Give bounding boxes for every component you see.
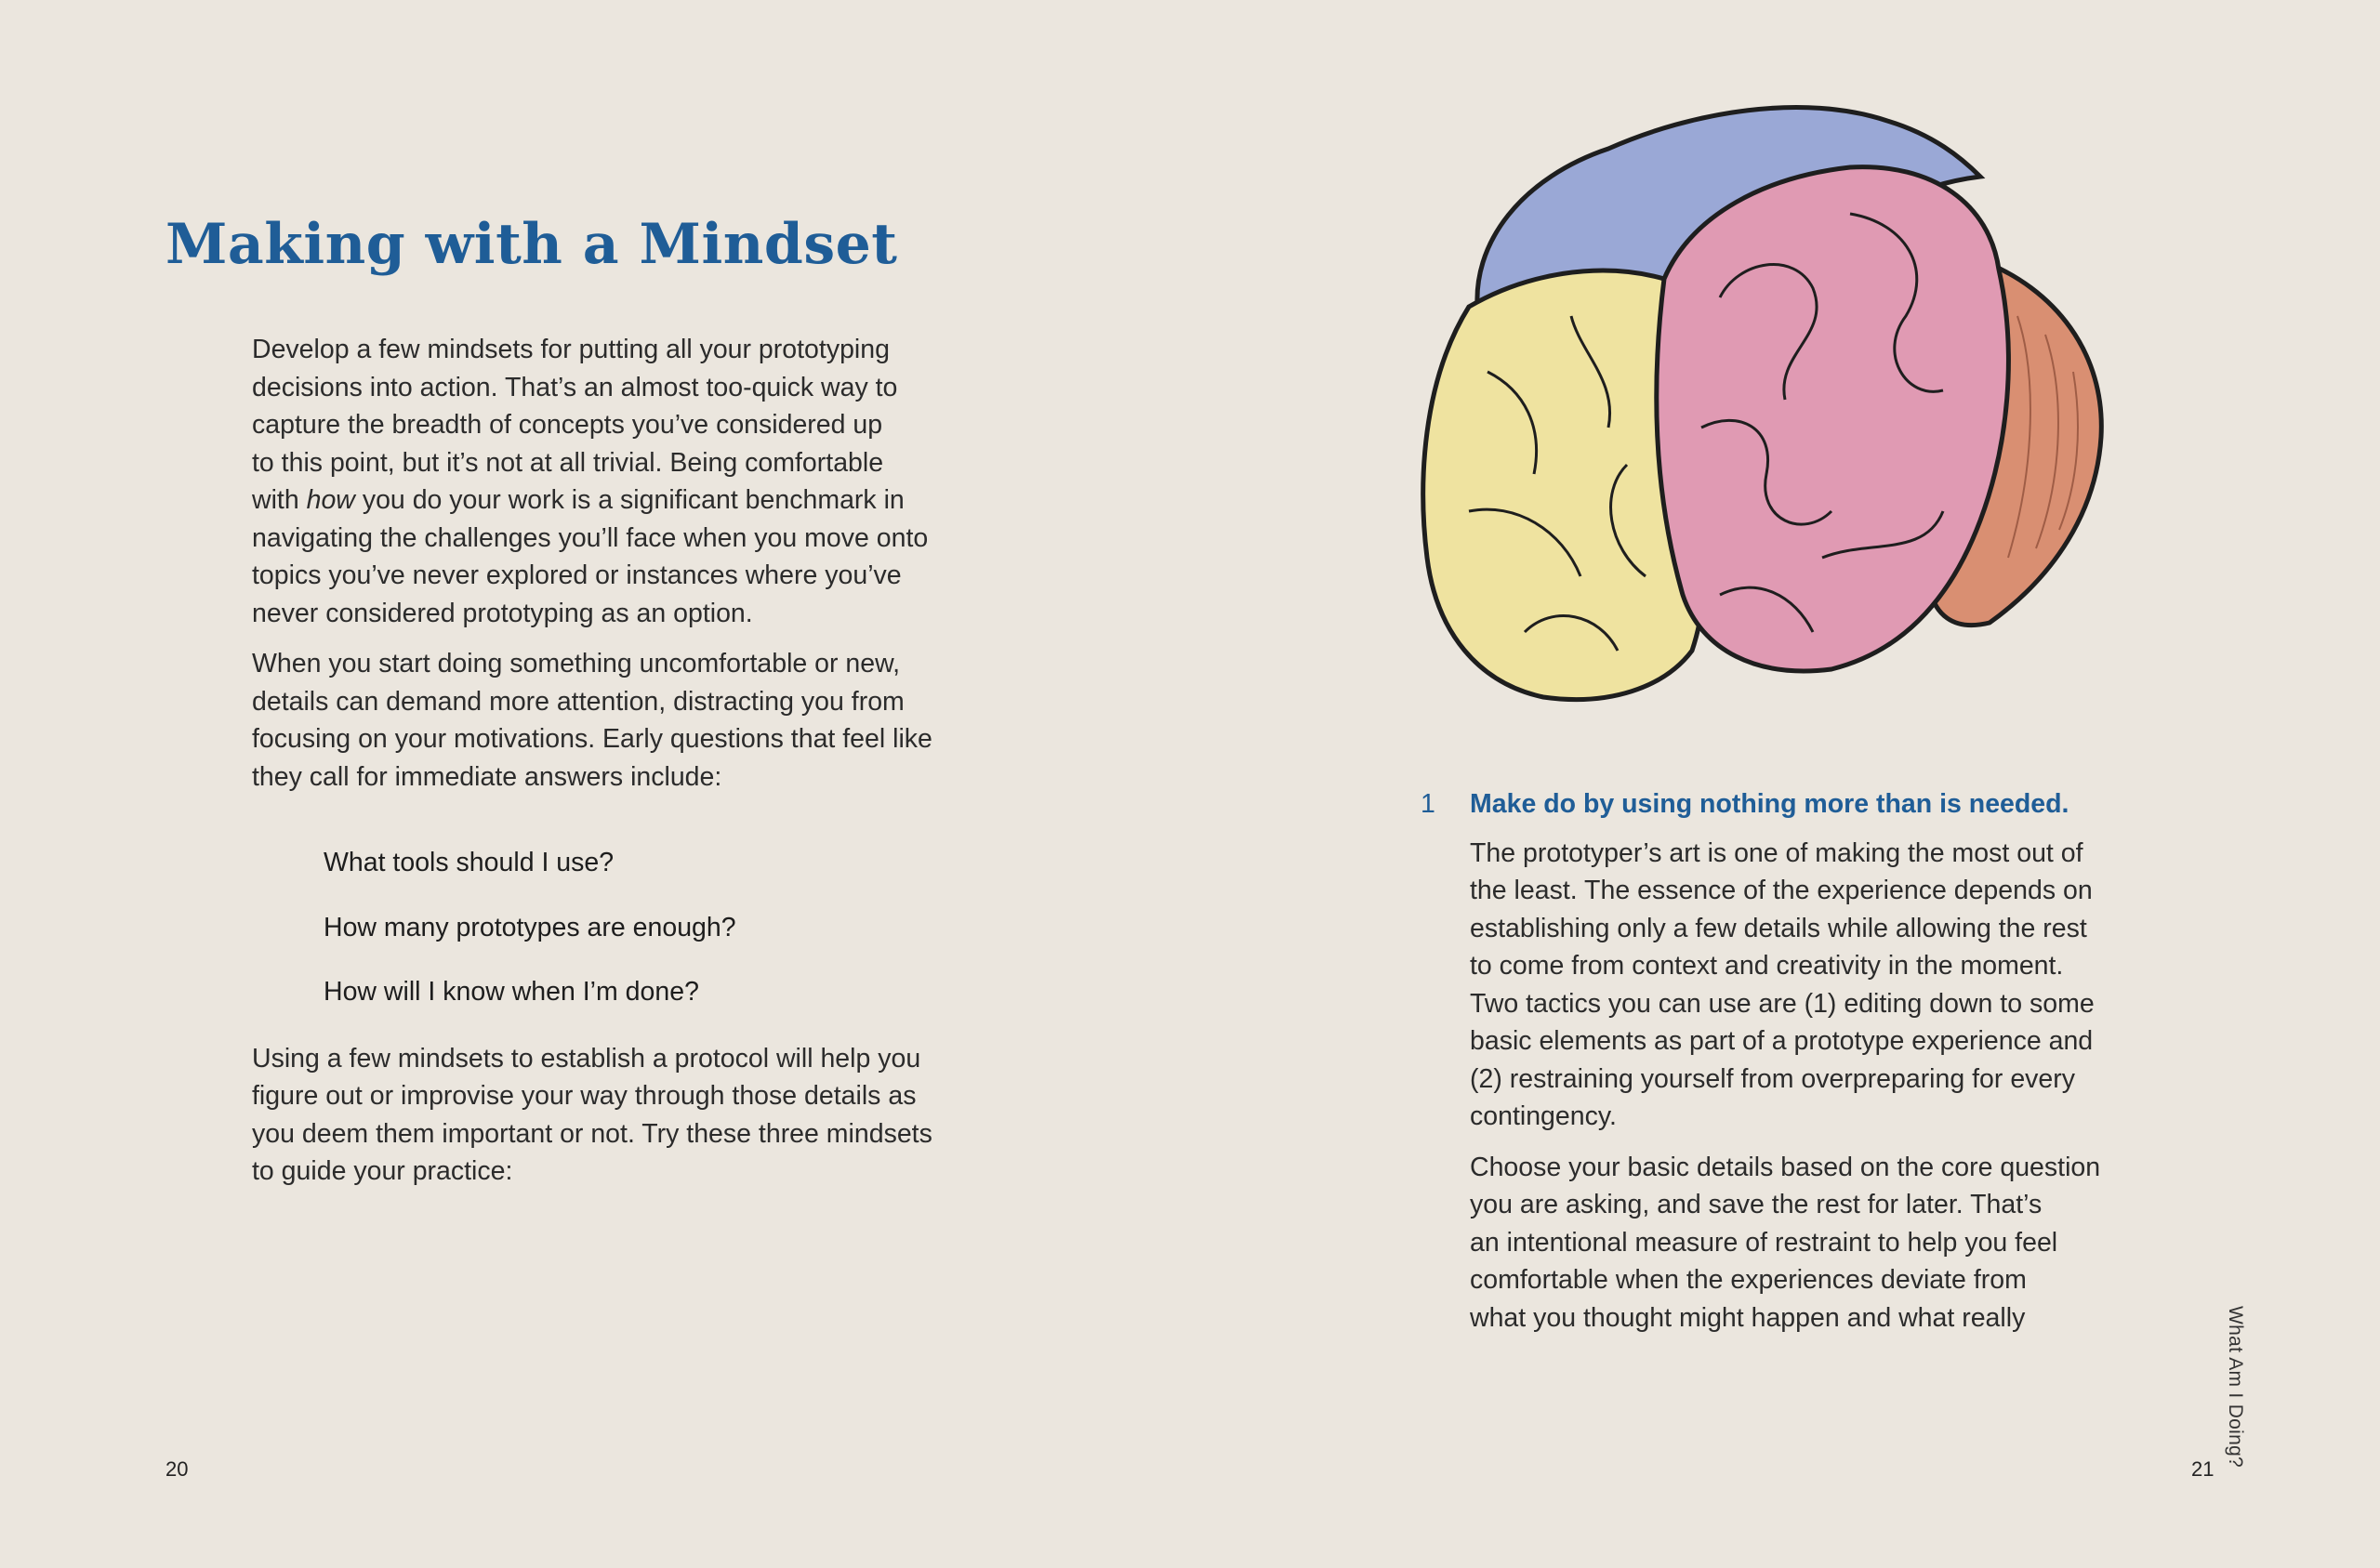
brain-illustration bbox=[1385, 74, 2203, 725]
list-item: How many prototypes are enough? bbox=[324, 912, 736, 942]
list-item: How will I know when I’m done? bbox=[324, 977, 699, 1007]
mindset-heading: Make do by using nothing more than is needed. bbox=[1470, 789, 2069, 819]
question-list bbox=[324, 844, 996, 1011]
second-paragraph: When you start doing something uncomfortable or new, details can demand more attention, distracting you from focusing on your motivations. Early questions that feel like they call for immediate answers include: bbox=[252, 649, 932, 792]
intro-paragraph: Develop a few mindsets for putting all your prototyping decisions into action. That’s an almost too-quick way to capture the breadth of concepts you’ve considered up to this point, but it’s not at all trivial. Being comfortable with how you do your work is a significant benchmark in navigating the challenges you’ll face when you move onto topics you’ve never explored or instances where you’ve never considered prototyping as an option. bbox=[252, 335, 929, 628]
third-paragraph: Using a few mindsets to establish a protocol will help you figure out or improvise your way through those details as you deem them important or not. Try these three mindsets to guide your practice: bbox=[252, 1043, 932, 1186]
mindset-number: 1 bbox=[1421, 789, 1435, 819]
page-title: Making with a Mindset bbox=[165, 212, 898, 277]
running-head: What Am I Doing? bbox=[2225, 1306, 2246, 1469]
body-text bbox=[252, 331, 996, 1191]
page-number-right: 21 bbox=[2191, 1457, 2215, 1481]
mindset-body bbox=[1470, 835, 2192, 1337]
mindset-paragraph-1: The prototyper’s art is one of making the most out of the least. The essence of the experience depends on establishing only a few details while allowing the rest to come from context and creativity in the moment. Two tactics you can use are (1) editing down to some basic elements as part of a prototype experience and (2) restraining yourself from overpreparing for every contingency. bbox=[1470, 837, 2095, 1131]
page-number-left: 20 bbox=[165, 1457, 189, 1481]
mindset-section bbox=[1421, 785, 2192, 1337]
mindset-paragraph-2: Choose your basic details based on the core question you are asking, and save the rest for later. That’s an intentional measure of restraint to help you feel comfortable when the experiences deviate from what you thought might happen and what really bbox=[1470, 1152, 2101, 1333]
list-item: What tools should I use? bbox=[324, 848, 615, 877]
